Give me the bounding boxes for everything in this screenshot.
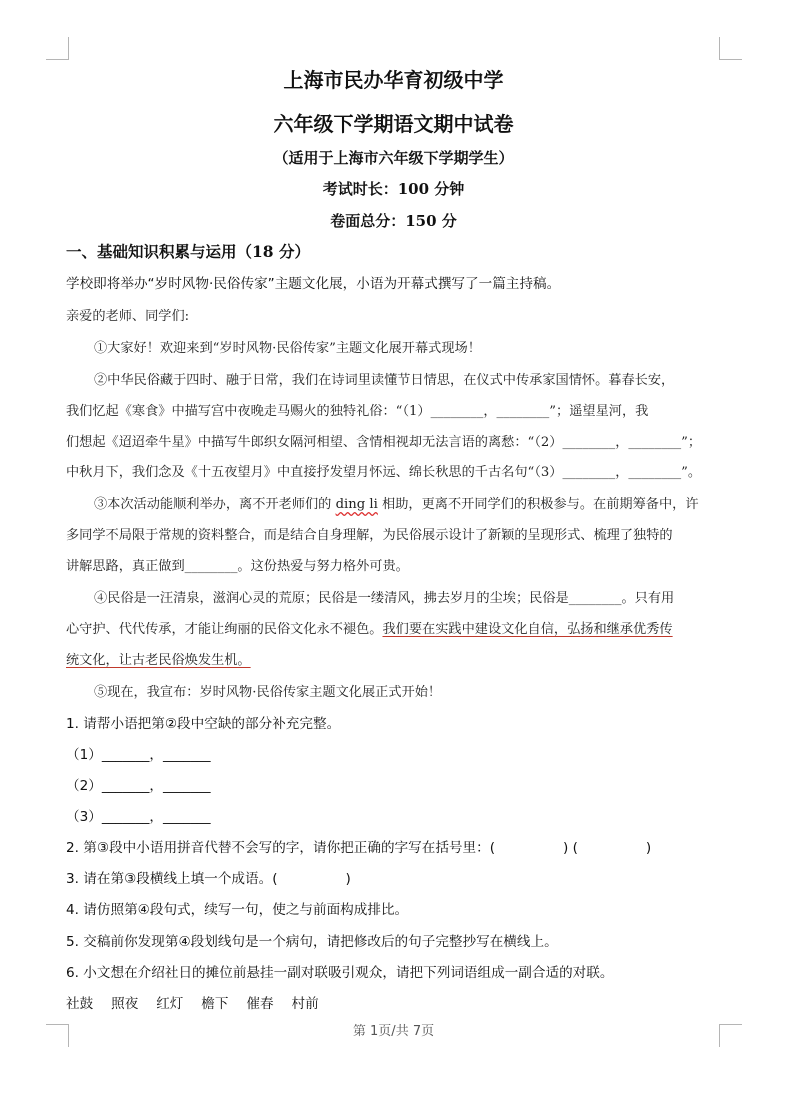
section-heading: 一、基础知识积累与运用（18 分） [66, 242, 310, 261]
question-6: 6. 小文想在介绍社日的摊位前悬挂一副对联吸引观众，请把下列词语组成一副合适的对联。 [66, 965, 614, 981]
paragraph-4-line-1: ④民俗是一汪清泉，滋润心灵的荒原；民俗是一缕清风，拂去岁月的尘埃；民俗是________。只有用 [94, 591, 675, 606]
question-3: 3. 请在第③段横线上填一个成语。( ) [66, 871, 351, 887]
question-4: 4. 请仿照第④段句式，续写一句，使之与前面构成排比。 [66, 902, 409, 918]
greeting: 亲爱的老师、同学们: [66, 309, 190, 324]
crop-mark-top-right [719, 37, 742, 60]
paragraph-3-text-b: 相助，更离不开同学们的积极参与。在前期筹备中，许 [377, 497, 699, 512]
page-number: 第 1页/共 7页 [352, 1024, 435, 1039]
paragraph-2-line-1: ②中华民俗藏于四时、融于日常，我们在诗词里读懂节日情思，在仪式中传承家国情怀。暮春长安， [94, 373, 675, 388]
crop-mark-top-left [46, 37, 69, 60]
paragraph-2-line-3: 们想起《迢迢牵牛星》中描写牛郎织女隔河相望、含情相视却无法言语的离愁：“（2）________，________”； [66, 435, 702, 450]
paragraph-4-line-2 [66, 618, 726, 637]
exam-duration: 考试时长：100 分钟 [322, 180, 465, 198]
exam-title: 六年级下学期语文期中试卷 [273, 112, 514, 136]
question-1: 1. 请帮小语把第②段中空缺的部分补充完整。 [66, 716, 341, 732]
exam-total-score: 卷面总分：150 分 [330, 212, 457, 230]
school-title: 上海市民办华育初级中学 [283, 68, 504, 92]
paragraph-3-line-3: 讲解思路，真正做到________。这份热爱与努力格外可贵。 [66, 559, 409, 574]
paragraph-4-line-3 [66, 649, 726, 668]
paragraph-2-line-2: 我们忆起《寒食》中描写宫中夜晚走马赐火的独特礼俗：“（1）________，________”；遥望星河，我 [66, 404, 649, 419]
question-5: 5. 交稿前你发现第④段划线句是一个病句，请把修改后的句子完整抄写在横线上。 [66, 934, 558, 950]
paragraph-2-line-4: 中秋月下，我们念及《十五夜望月》中直接抒发望月怀远、绵长秋思的千古名句“（3）________，________”。 [66, 465, 702, 480]
paragraph-3-line-2: 多同学不局限于常规的资料整合，而是结合自身理解，为民俗展示设计了新颖的呈现形式、梳理了独特的 [66, 528, 673, 543]
couplet-words: 社鼓 照夜 红灯 檐下 催春 村前 [66, 996, 319, 1012]
underlined-sentence: 我们要在实践中建设文化自信，弘扬和继承优秀传 [382, 622, 673, 637]
underlined-sentence-end: 统文化，让古老民俗焕发生机。 [66, 653, 251, 668]
pinyin-word: ding li [335, 497, 378, 512]
paragraph-3-text-a: ③本次活动能顺利举办，离不开老师们的 [94, 497, 336, 512]
answer-line-2: （2）_______，_______ [66, 778, 211, 794]
section-intro: 学校即将举办“岁时风物·民俗传家”主题文化展，小语为开幕式撰写了一篇主持稿。 [66, 276, 561, 292]
exam-scope: （适用于上海市六年级下学期学生） [273, 149, 514, 167]
question-2: 2. 第③段中小语用拼音代替不会写的字，请你把正确的字写在括号里：( ) ( ) [66, 840, 652, 856]
paragraph-5: ⑤现在，我宣布：岁时风物·民俗传家主题文化展正式开始！ [94, 685, 442, 700]
answer-line-3: （3）_______，_______ [66, 809, 211, 825]
paragraph-1: ①大家好！欢迎来到“岁时风物·民俗传家”主题文化展开幕式现场！ [94, 341, 481, 356]
answer-line-1: （1）_______，_______ [66, 747, 211, 763]
paragraph-4-text: 心守护、代代传承，才能让绚丽的民俗文化永不褪色。 [66, 622, 383, 637]
paragraph-3-line-1 [94, 493, 726, 512]
